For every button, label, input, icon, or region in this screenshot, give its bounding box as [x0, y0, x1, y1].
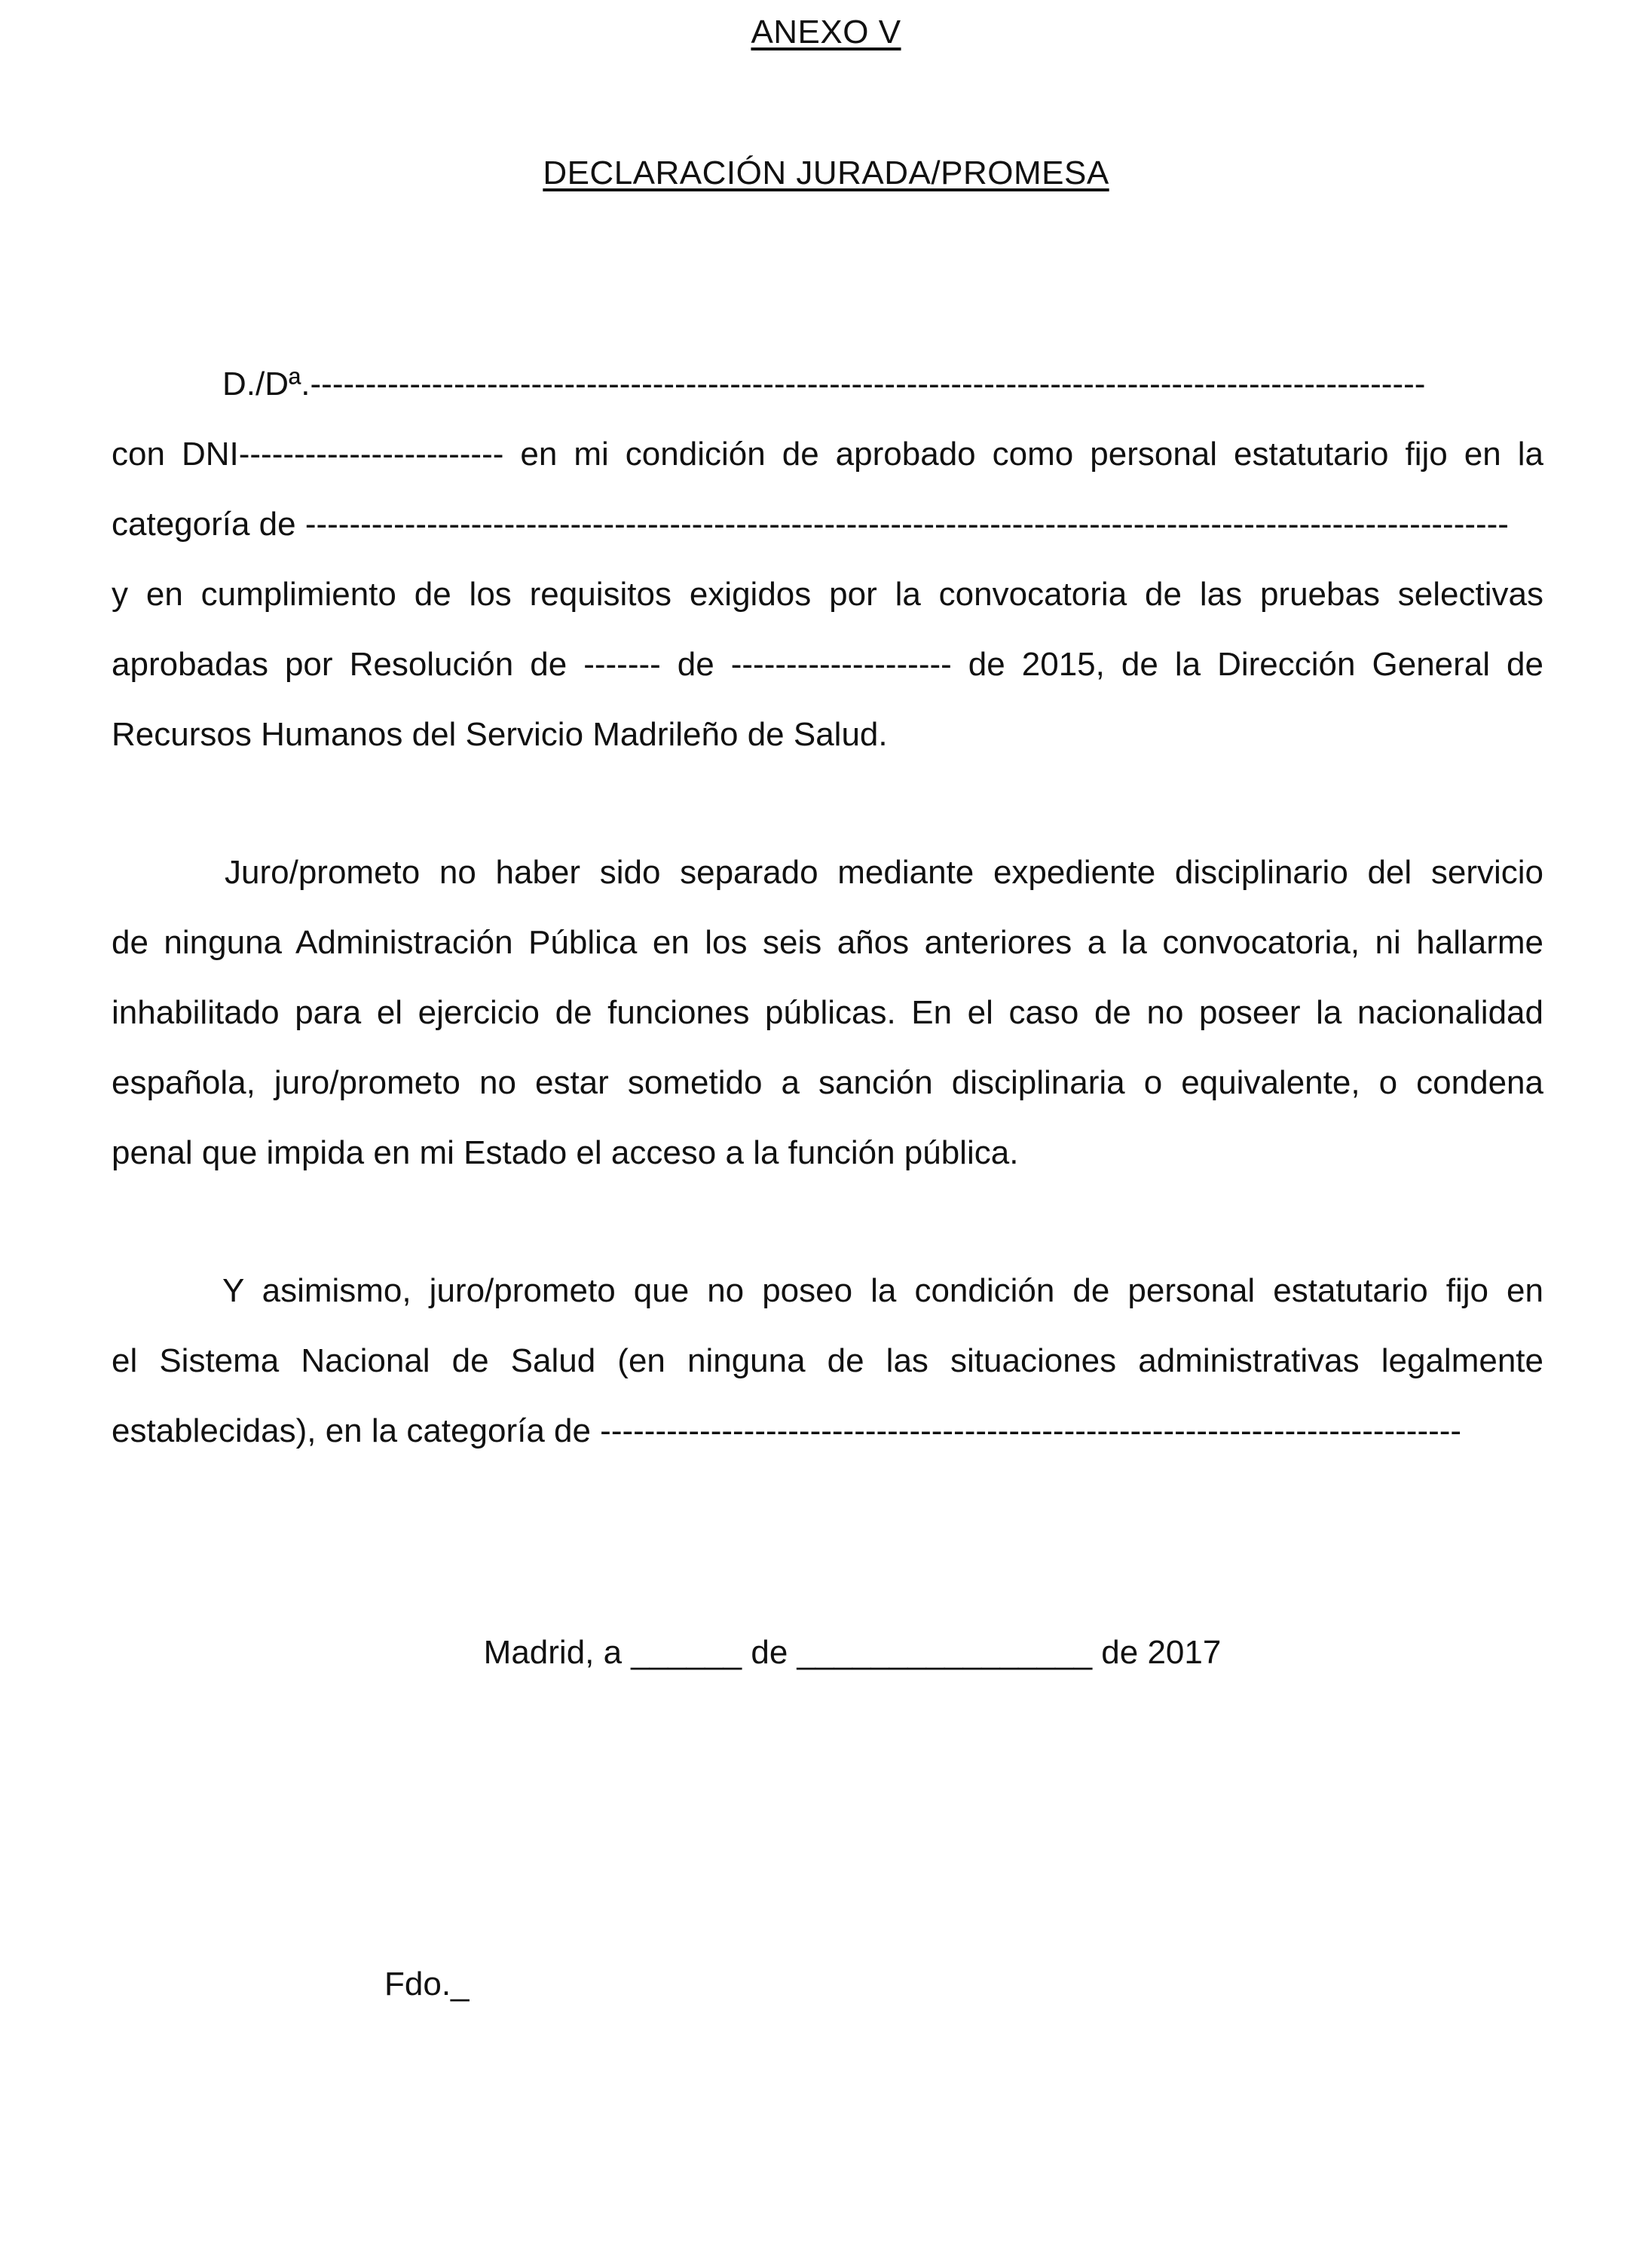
status-line-3: establecidas), en la categoría de ------------------------------------------------------------------------------: [112, 1412, 1462, 1449]
date-line: Madrid, a ______ de ________________ de 2017: [483, 1634, 1222, 1671]
resolution-line: aprobadas por Resolución de ------- de -------------------- de 2015, de la Dirección General de: [112, 646, 1543, 683]
oath-line-3: inhabilitado para el ejercicio de funciones públicas. En el caso de no poseer la nacionalidad: [112, 994, 1543, 1031]
category-line: categoría de -------------------------------------------------------------------------------------------------------------: [112, 506, 1509, 543]
requirements-line: y en cumplimiento de los requisitos exigidos por la convocatoria de las pruebas selectivas: [112, 576, 1543, 613]
oath-line-5: penal que impida en mi Estado el acceso a la función pública.: [112, 1134, 1019, 1171]
agency-line: Recursos Humanos del Servicio Madrileño de Salud.: [112, 716, 888, 753]
status-line-2: el Sistema Nacional de Salud (en ninguna de las situaciones administrativas legalmente: [112, 1342, 1543, 1379]
dni-line: con DNI------------------------ en mi condición de aprobado como personal estatutario fijo en la: [112, 436, 1543, 473]
status-line-1: Y asimismo, juro/prometo que no poseo la condición de personal estatutario fijo en: [222, 1272, 1543, 1309]
name-field-line: D./Dª.-----------------------------------------------------------------------------------------------------: [222, 366, 1426, 402]
oath-line-2: de ninguna Administración Pública en los seis años anteriores a la convocatoria, ni hallarme: [112, 924, 1543, 961]
oath-line-1: Juro/prometo no haber sido separado mediante expediente disciplinario del servicio: [225, 854, 1543, 891]
document-title: DECLARACIÓN JURADA/PROMESA: [543, 155, 1109, 191]
oath-line-4: española, juro/prometo no estar sometido a sanción disciplinaria o equivalente, o condena: [112, 1064, 1543, 1101]
annex-heading: ANEXO V: [751, 14, 901, 50]
signature-line: Fdo._: [384, 1966, 470, 2002]
